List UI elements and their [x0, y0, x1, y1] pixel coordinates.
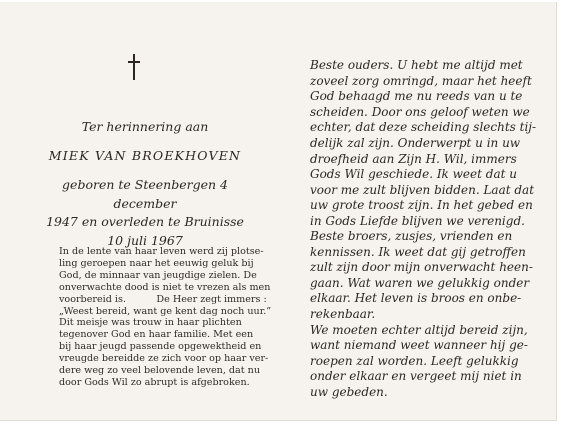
text-line: onverwachte dood is niet te vrezen als men [59, 281, 271, 293]
death-date: 10 juli 1967 [107, 232, 183, 248]
text-line: scheiden. Door ons geloof weten we [310, 104, 530, 119]
text-line: „Weest bereid, want ge kent dag noch uur.” [59, 305, 272, 317]
text-line: echter, dat deze scheiding slechts tij- [310, 120, 537, 135]
text-line: Beste broers, zusjes, vrienden en [310, 229, 513, 243]
text-line: in Gods Liefde blijven we verenigd. [310, 213, 525, 228]
deceased-name: MIEK VAN BROEKHOVEN [48, 148, 242, 163]
birth-death-info [30, 176, 260, 250]
text-line: Dit meisje was trouw in haar plichten [59, 317, 242, 329]
text-line: kennissen. Ik weet dat gij getroffen [310, 244, 526, 259]
text-line: rekenbaar. [310, 306, 376, 321]
text-line: zult zijn door mijn onverwacht heen- [310, 260, 533, 275]
text-line: onder elkaar en vergeet mij niet in [310, 369, 522, 384]
text-line: want niemand weet wanneer hij ge- [310, 338, 528, 353]
text-line: droefheid aan Zijn H. Wil, immers [310, 151, 517, 166]
text-line: uw grote troost zijn. In het gebed en [310, 198, 533, 213]
right-panel [310, 2, 550, 420]
text-line: dere weg zo veel belovende leven, dat nu [59, 365, 261, 377]
death-line: 1947 en overleden te Bruinisse [46, 214, 244, 229]
text-line: tegenover God en haar familie. Met een [59, 329, 254, 341]
text-line: vreugde bereidde ze zich voor op haar ver- [59, 353, 269, 365]
birth-line: geboren te Steenbergen 4 december [62, 177, 228, 211]
message-to-parents [310, 58, 536, 230]
text-line: door Gods Wil zo abrupt is afgebroken. [59, 376, 250, 388]
text-line: elkaar. Het leven is broos en onbe- [310, 291, 522, 306]
text-line: God, de minnaar van jeugdige zielen. De [59, 269, 257, 281]
text-line: ling geroepen naar het eeuwig geluk bij [59, 257, 254, 269]
text-line: zoveel zorg omringd, maar het heeft [310, 73, 532, 88]
text-line: Gods Wil geschiede. Ik weet dat u [310, 167, 517, 182]
left-paragraph [59, 246, 271, 389]
left-panel [0, 2, 300, 420]
text-line: roepen zal worden. Leeft gelukkig [310, 353, 519, 368]
message-to-siblings-friends [310, 229, 533, 401]
text-line: uw gebeden. [310, 384, 388, 399]
cross-icon [127, 54, 141, 80]
text-line: voorbereid is. De Heer zegt immers : [59, 293, 267, 305]
text-line: We moeten echter altijd bereid zijn, [310, 322, 528, 337]
text-line: God behaagd me nu reeds van u te [310, 89, 523, 104]
memorial-card [0, 2, 557, 421]
text-line: voor me zult blijven bidden. Laat dat [310, 182, 535, 197]
text-line: bij haar jeugd passende opgewektheid en [59, 341, 262, 353]
text-line: delijk zal zijn. Onderwerpt u in uw [310, 135, 521, 150]
text-line: gaan. Wat waren we gelukkig onder [310, 275, 530, 290]
text-line: Beste ouders. U hebt me altijd met [310, 58, 523, 72]
remembrance-heading: Ter herinnering aan [81, 119, 209, 134]
text-line: In de lente van haar leven werd zij plotse- [59, 246, 264, 257]
